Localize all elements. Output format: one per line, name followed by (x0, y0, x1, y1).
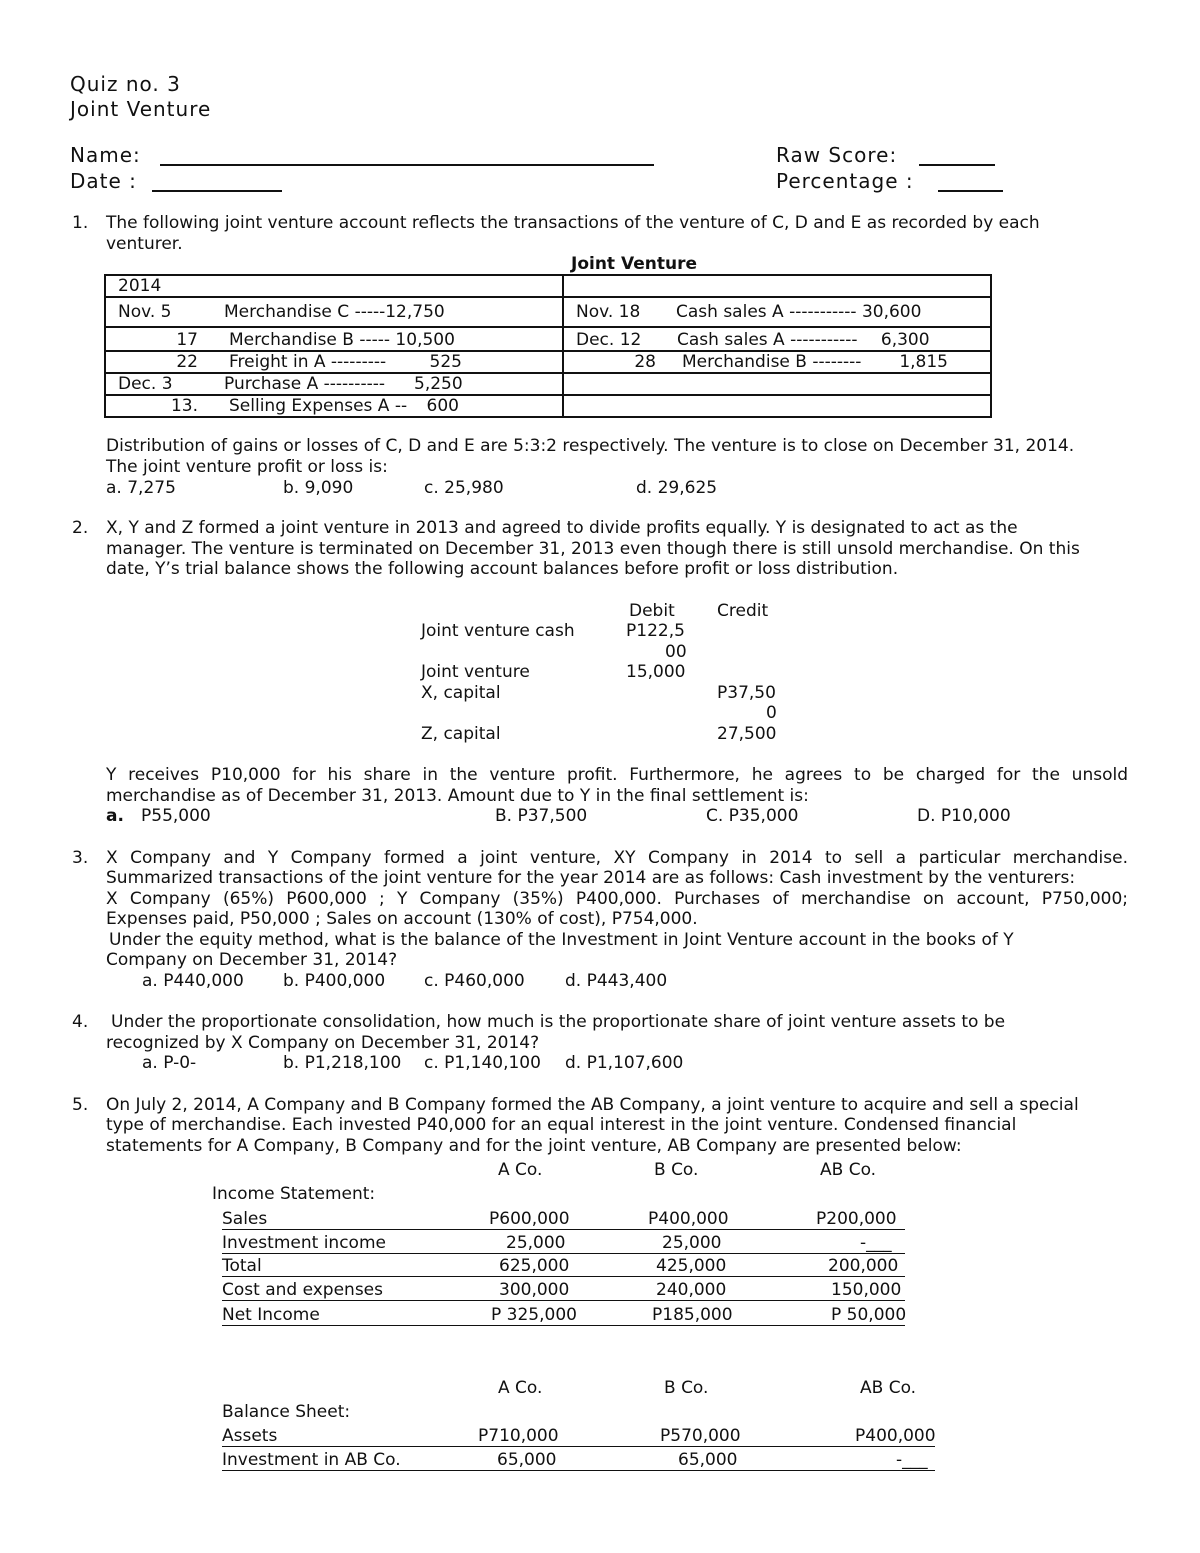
tb-account-3-credit-wrap: 0 (766, 703, 777, 723)
q3-line-3: X Company (65%) P600,000 ; Y Company (35%) P400,000. Purchases of merchandise on account, P750,000; (106, 889, 1128, 909)
debit-cell (105, 351, 563, 373)
q1-text-line-2: venturer. (106, 234, 183, 254)
row-label: Investment in AB Co. (222, 1450, 401, 1470)
q1-text-line-1: The following joint venture account reflects the transactions of the venture of C, D and E as recorded by each (106, 213, 1040, 233)
q5-number: 5. (72, 1095, 89, 1115)
q4-line-1: Under the proportionate consolidation, how much is the proportionate share of joint venture assets to be (111, 1012, 1006, 1032)
row-ab: -___ (860, 1233, 892, 1253)
q1-choice-d[interactable]: d. 29,625 (636, 478, 718, 498)
empty-cell (563, 395, 991, 417)
q4-choice-b[interactable]: b. P1,218,100 (283, 1053, 402, 1073)
debit-entry: Merchandise C -----12,750 (224, 302, 445, 322)
raw-score-field[interactable] (919, 144, 995, 166)
raw-score-label: Raw Score: (776, 143, 898, 167)
q2-line-1: X, Y and Z formed a joint venture in 2013 and agreed to divide profits equally. Y is designated to act as the (106, 518, 1018, 538)
row-label: Cost and expenses (222, 1280, 384, 1300)
table-row (105, 327, 991, 351)
table-row (105, 395, 991, 417)
row-ab: 200,000 (828, 1256, 899, 1276)
q4-choice-d[interactable]: d. P1,107,600 (565, 1053, 684, 1073)
table-row (222, 1280, 905, 1301)
quiz-subtitle: Joint Venture (70, 97, 212, 121)
tb-account-3: X, capital (421, 683, 501, 703)
debit-amount: 600 (426, 396, 459, 416)
row-b: P570,000 (660, 1426, 741, 1446)
empty-cell (563, 373, 991, 395)
q3-choice-d[interactable]: d. P443,400 (565, 971, 668, 991)
q1-distribution-line-1: Distribution of gains or losses of C, D and E are 5:3:2 respectively. The venture is to close on December 31, 2014. (106, 436, 1075, 456)
row-ab: 150,000 (831, 1280, 902, 1300)
table-row (105, 351, 991, 373)
table-row (222, 1450, 935, 1471)
q3-line-1: X Company and Y Company formed a joint venture, XY Company in 2014 to sell a particular merchandise. (106, 848, 1128, 868)
tb-account-3-credit: P37,50 (717, 683, 776, 703)
table-row (105, 297, 991, 327)
empty-cell (563, 275, 991, 297)
row-a: 65,000 (497, 1450, 557, 1470)
q2-choice-a-letter: a. (106, 806, 124, 826)
percentage-field[interactable] (938, 170, 1003, 192)
q3-line-2: Summarized transactions of the joint venture for the year 2014 are as follows: Cash investment by the venturers: (106, 868, 1076, 888)
credit-cell (563, 351, 991, 373)
q2-choice-a[interactable]: P55,000 (141, 806, 211, 826)
row-a: P 325,000 (491, 1305, 577, 1325)
row-a: 300,000 (499, 1280, 570, 1300)
table-row (105, 275, 991, 297)
joint-venture-table-title: Joint Venture (571, 254, 697, 274)
q5-line-3: statements for A Company, B Company and for the joint venture, AB Company are presented below: (106, 1136, 962, 1156)
debit-entry: Merchandise B ----- 10,500 (229, 330, 455, 350)
tb-account-2: Joint venture (421, 662, 530, 682)
credit-date: 28 (634, 352, 656, 372)
balance-sheet-title: Balance Sheet: (222, 1402, 351, 1422)
debit-entry: Freight in A --------- (229, 352, 387, 372)
q4-number: 4. (72, 1012, 89, 1032)
percentage-label: Percentage : (776, 169, 914, 193)
q2-paragraph-line-2: merchandise as of December 31, 2013. Amount due to Y in the final settlement is: (106, 786, 809, 806)
income-statement-title: Income Statement: (212, 1184, 376, 1204)
tb-credit-header: Credit (717, 601, 769, 621)
q1-choice-a[interactable]: a. 7,275 (106, 478, 176, 498)
credit-amount: 6,300 (880, 330, 930, 350)
q1-choice-c[interactable]: c. 25,980 (424, 478, 504, 498)
table-row (222, 1305, 905, 1326)
debit-amount: 525 (429, 352, 462, 372)
row-ab: P200,000 (816, 1209, 897, 1229)
table-row (222, 1426, 935, 1447)
debit-entry: Purchase A ---------- (224, 374, 385, 394)
row-b: P185,000 (652, 1305, 733, 1325)
debit-date: 17 (176, 330, 198, 350)
credit-cell (563, 327, 991, 351)
credit-entry: Cash sales A ----------- (677, 330, 858, 350)
row-ab: -___ (896, 1450, 928, 1470)
q2-choice-b[interactable]: B. P37,500 (495, 806, 588, 826)
table-row (222, 1209, 905, 1230)
table-row (222, 1233, 905, 1254)
tb-debit-header: Debit (629, 601, 675, 621)
debit-cell (105, 327, 563, 351)
q3-line-4: Expenses paid, P50,000 ; Sales on account (130% of cost), P754,000. (106, 909, 698, 929)
q3-number: 3. (72, 848, 89, 868)
date-label: Date : (70, 169, 137, 193)
q3-line-6: Company on December 31, 2014? (106, 950, 398, 970)
row-b: P400,000 (648, 1209, 729, 1229)
debit-date: Nov. 5 (118, 302, 172, 322)
q4-choice-a[interactable]: a. P-0- (142, 1053, 197, 1073)
credit-entry: Cash sales A ----------- 30,600 (676, 302, 922, 322)
credit-amount: 1,815 (899, 352, 948, 372)
balance-col-a: A Co. (498, 1378, 543, 1398)
row-b: 240,000 (656, 1280, 727, 1300)
row-label: Sales (222, 1209, 268, 1229)
row-label: Total (222, 1256, 262, 1276)
tb-account-1-debit-wrap: 00 (665, 642, 687, 662)
table-row (222, 1256, 905, 1277)
q2-line-2: manager. The venture is terminated on December 31, 2013 even though there is still unsold merchandise. On this (106, 539, 1080, 559)
quiz-title: Quiz no. 3 (70, 72, 181, 96)
q2-number: 2. (72, 518, 89, 538)
row-label: Net Income (222, 1305, 320, 1325)
balance-col-b: B Co. (664, 1378, 709, 1398)
row-a: P600,000 (489, 1209, 570, 1229)
debit-date: 13. (170, 396, 198, 416)
row-b: 425,000 (656, 1256, 727, 1276)
q2-choice-c[interactable]: C. P35,000 (706, 806, 799, 826)
row-b: 25,000 (662, 1233, 722, 1253)
balance-col-ab: AB Co. (860, 1378, 917, 1398)
q1-number: 1. (72, 213, 89, 233)
debit-cell (105, 297, 563, 327)
row-a: P710,000 (478, 1426, 559, 1446)
date-field[interactable] (152, 170, 282, 192)
income-col-b: B Co. (654, 1160, 699, 1180)
income-col-a: A Co. (498, 1160, 543, 1180)
year-cell (105, 275, 563, 297)
q2-line-3: date, Y’s trial balance shows the following account balances before profit or loss distribution. (106, 559, 899, 579)
q4-line-2: recognized by X Company on December 31, 2014? (106, 1033, 540, 1053)
row-ab: P 50,000 (831, 1305, 907, 1325)
tb-account-1: Joint venture cash (421, 621, 575, 641)
year-label: 2014 (118, 276, 162, 296)
q1-distribution-line-2: The joint venture profit or loss is: (106, 457, 388, 477)
q3-choice-c[interactable]: c. P460,000 (424, 971, 525, 991)
q2-paragraph-line-1: Y receives P10,000 for his share in the venture profit. Furthermore, he agrees to be charged for the unsold (106, 765, 1128, 785)
tb-account-1-debit: P122,5 (626, 621, 685, 641)
q5-line-2: type of merchandise. Each invested P40,000 for an equal interest in the joint venture. Condensed financial (106, 1115, 1017, 1135)
income-col-ab: AB Co. (820, 1160, 877, 1180)
q3-choice-b[interactable]: b. P400,000 (283, 971, 386, 991)
q3-choice-a[interactable]: a. P440,000 (142, 971, 244, 991)
row-b: 65,000 (678, 1450, 738, 1470)
q3-line-5: Under the equity method, what is the balance of the Investment in Joint Venture account in the books of Y (109, 930, 1014, 950)
q1-choice-b[interactable]: b. 9,090 (283, 478, 354, 498)
q2-choice-d[interactable]: D. P10,000 (917, 806, 1011, 826)
debit-amount: 5,250 (414, 374, 463, 394)
q4-choice-c[interactable]: c. P1,140,100 (424, 1053, 541, 1073)
credit-date: Dec. 12 (576, 330, 642, 350)
joint-venture-t-account (104, 274, 992, 418)
q5-line-1: On July 2, 2014, A Company and B Company formed the AB Company, a joint venture to acquire and sell a special (106, 1095, 1079, 1115)
credit-cell (563, 297, 991, 327)
table-row (105, 373, 991, 395)
row-label: Assets (222, 1426, 278, 1446)
debit-cell (105, 395, 563, 417)
row-a: 625,000 (499, 1256, 570, 1276)
row-ab: P400,000 (855, 1426, 936, 1446)
name-field[interactable] (160, 144, 654, 166)
debit-date: 22 (176, 352, 198, 372)
tb-account-2-debit: 15,000 (626, 662, 686, 682)
debit-date: Dec. 3 (118, 374, 173, 394)
debit-cell (105, 373, 563, 395)
name-label: Name: (70, 143, 141, 167)
debit-entry: Selling Expenses A -- (229, 396, 408, 416)
credit-entry: Merchandise B -------- (682, 352, 862, 372)
credit-date: Nov. 18 (576, 302, 641, 322)
tb-account-4-credit: 27,500 (717, 724, 777, 744)
tb-account-4: Z, capital (421, 724, 501, 744)
row-a: 25,000 (506, 1233, 566, 1253)
row-label: Investment income (222, 1233, 386, 1253)
